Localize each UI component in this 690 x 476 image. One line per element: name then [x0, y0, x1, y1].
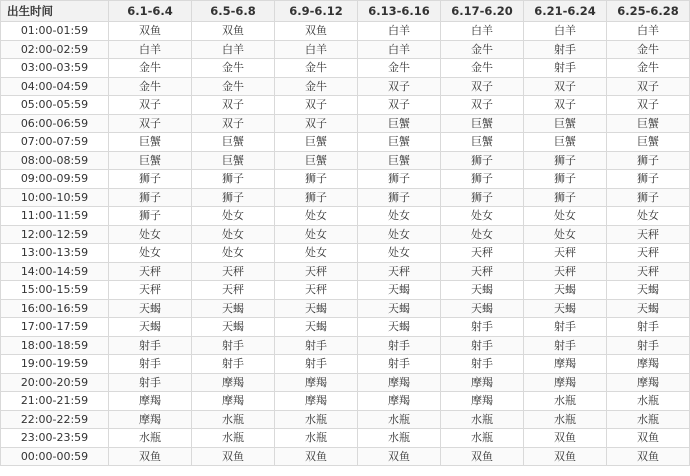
cell-sign: 处女 — [358, 244, 441, 263]
cell-time: 23:00-23:59 — [1, 429, 109, 448]
cell-sign: 双子 — [109, 114, 192, 133]
cell-sign: 天蝎 — [275, 318, 358, 337]
cell-sign: 金牛 — [192, 77, 275, 96]
header-row — [1, 1, 690, 22]
cell-sign: 摩羯 — [524, 373, 607, 392]
cell-sign: 巨蟹 — [358, 114, 441, 133]
cell-sign: 处女 — [275, 225, 358, 244]
table-row — [1, 188, 690, 207]
cell-sign: 双子 — [441, 96, 524, 115]
cell-sign: 金牛 — [275, 77, 358, 96]
cell-sign: 双鱼 — [524, 429, 607, 448]
cell-sign: 天蝎 — [275, 299, 358, 318]
cell-sign: 摩羯 — [524, 355, 607, 374]
cell-time: 16:00-16:59 — [1, 299, 109, 318]
cell-sign: 双鱼 — [607, 447, 690, 466]
cell-sign: 双子 — [607, 77, 690, 96]
cell-sign: 天秤 — [192, 281, 275, 300]
cell-time: 15:00-15:59 — [1, 281, 109, 300]
cell-sign: 水瓶 — [275, 429, 358, 448]
cell-time: 06:00-06:59 — [1, 114, 109, 133]
cell-sign: 双鱼 — [192, 447, 275, 466]
cell-sign: 双鱼 — [192, 22, 275, 41]
cell-time: 12:00-12:59 — [1, 225, 109, 244]
table-row — [1, 77, 690, 96]
cell-sign: 射手 — [109, 355, 192, 374]
cell-sign: 天秤 — [524, 262, 607, 281]
table-row — [1, 373, 690, 392]
table-row — [1, 225, 690, 244]
cell-sign: 巨蟹 — [275, 133, 358, 152]
column-header-range-4: 6.13-6.16 — [358, 1, 441, 22]
cell-sign: 射手 — [524, 318, 607, 337]
cell-sign: 水瓶 — [441, 410, 524, 429]
cell-sign: 双鱼 — [607, 429, 690, 448]
cell-sign: 水瓶 — [607, 410, 690, 429]
table-row — [1, 299, 690, 318]
table-row — [1, 40, 690, 59]
cell-sign: 水瓶 — [524, 410, 607, 429]
cell-sign: 射手 — [275, 355, 358, 374]
cell-sign: 白羊 — [109, 40, 192, 59]
cell-sign: 摩羯 — [192, 373, 275, 392]
cell-sign: 天秤 — [358, 262, 441, 281]
table-row — [1, 114, 690, 133]
cell-sign: 狮子 — [607, 170, 690, 189]
cell-time: 22:00-22:59 — [1, 410, 109, 429]
cell-sign: 水瓶 — [607, 392, 690, 411]
cell-sign: 射手 — [524, 336, 607, 355]
cell-sign: 巨蟹 — [358, 133, 441, 152]
cell-sign: 巨蟹 — [192, 133, 275, 152]
cell-sign: 处女 — [358, 225, 441, 244]
cell-sign: 双子 — [607, 96, 690, 115]
cell-sign: 狮子 — [358, 188, 441, 207]
cell-sign: 天秤 — [607, 262, 690, 281]
cell-sign: 双鱼 — [524, 447, 607, 466]
cell-time: 10:00-10:59 — [1, 188, 109, 207]
cell-sign: 天蝎 — [358, 281, 441, 300]
cell-sign: 天蝎 — [192, 299, 275, 318]
cell-time: 02:00-02:59 — [1, 40, 109, 59]
cell-sign: 天蝎 — [109, 318, 192, 337]
cell-sign: 射手 — [524, 40, 607, 59]
cell-sign: 狮子 — [441, 170, 524, 189]
column-header-range-7: 6.25-6.28 — [607, 1, 690, 22]
cell-sign: 天蝎 — [358, 318, 441, 337]
cell-sign: 双子 — [275, 114, 358, 133]
column-header-range-3: 6.9-6.12 — [275, 1, 358, 22]
cell-sign: 水瓶 — [358, 410, 441, 429]
cell-sign: 摩羯 — [441, 392, 524, 411]
cell-sign: 水瓶 — [524, 392, 607, 411]
cell-sign: 射手 — [524, 59, 607, 78]
cell-time: 08:00-08:59 — [1, 151, 109, 170]
table-row — [1, 262, 690, 281]
cell-sign: 双子 — [192, 96, 275, 115]
cell-sign: 巨蟹 — [109, 133, 192, 152]
table-row — [1, 151, 690, 170]
cell-time: 03:00-03:59 — [1, 59, 109, 78]
cell-sign: 狮子 — [524, 151, 607, 170]
cell-sign: 处女 — [192, 207, 275, 226]
table-row — [1, 318, 690, 337]
cell-sign: 白羊 — [275, 40, 358, 59]
cell-sign: 射手 — [607, 336, 690, 355]
column-header-range-1: 6.1-6.4 — [109, 1, 192, 22]
cell-sign: 白羊 — [524, 22, 607, 41]
cell-sign: 巨蟹 — [607, 133, 690, 152]
cell-sign: 摩羯 — [358, 392, 441, 411]
cell-time: 20:00-20:59 — [1, 373, 109, 392]
cell-sign: 金牛 — [109, 77, 192, 96]
cell-sign: 射手 — [607, 318, 690, 337]
table-row — [1, 355, 690, 374]
cell-sign: 处女 — [275, 207, 358, 226]
cell-sign: 巨蟹 — [524, 114, 607, 133]
cell-sign: 天蝎 — [524, 299, 607, 318]
cell-sign: 射手 — [441, 318, 524, 337]
cell-sign: 水瓶 — [358, 429, 441, 448]
cell-sign: 白羊 — [607, 22, 690, 41]
cell-sign: 射手 — [441, 355, 524, 374]
cell-sign: 狮子 — [275, 170, 358, 189]
cell-sign: 处女 — [109, 225, 192, 244]
cell-sign: 巨蟹 — [192, 151, 275, 170]
table-row — [1, 96, 690, 115]
cell-sign: 天蝎 — [607, 299, 690, 318]
cell-sign: 摩羯 — [607, 355, 690, 374]
cell-sign: 天秤 — [524, 244, 607, 263]
cell-sign: 白羊 — [441, 22, 524, 41]
cell-sign: 水瓶 — [192, 410, 275, 429]
table-header — [1, 1, 690, 22]
cell-sign: 处女 — [192, 225, 275, 244]
table-row — [1, 281, 690, 300]
cell-sign: 金牛 — [441, 40, 524, 59]
cell-sign: 狮子 — [275, 188, 358, 207]
cell-time: 19:00-19:59 — [1, 355, 109, 374]
cell-sign: 射手 — [192, 336, 275, 355]
cell-sign: 射手 — [441, 336, 524, 355]
cell-sign: 天秤 — [441, 244, 524, 263]
cell-sign: 射手 — [275, 336, 358, 355]
cell-sign: 巨蟹 — [524, 133, 607, 152]
table-row — [1, 22, 690, 41]
cell-sign: 双子 — [358, 96, 441, 115]
cell-sign: 射手 — [109, 373, 192, 392]
table-row — [1, 207, 690, 226]
cell-time: 13:00-13:59 — [1, 244, 109, 263]
cell-sign: 狮子 — [607, 188, 690, 207]
cell-sign: 天秤 — [441, 262, 524, 281]
cell-sign: 金牛 — [607, 59, 690, 78]
cell-sign: 狮子 — [441, 151, 524, 170]
cell-time: 21:00-21:59 — [1, 392, 109, 411]
cell-sign: 双鱼 — [275, 447, 358, 466]
cell-sign: 巨蟹 — [275, 151, 358, 170]
column-header-range-5: 6.17-6.20 — [441, 1, 524, 22]
column-header-time: 出生时间 — [1, 1, 109, 22]
cell-sign: 巨蟹 — [607, 114, 690, 133]
cell-sign: 白羊 — [358, 22, 441, 41]
cell-sign: 狮子 — [358, 170, 441, 189]
cell-sign: 射手 — [192, 355, 275, 374]
cell-sign: 摩羯 — [358, 373, 441, 392]
cell-time: 05:00-05:59 — [1, 96, 109, 115]
cell-sign: 天秤 — [109, 281, 192, 300]
cell-sign: 射手 — [109, 336, 192, 355]
cell-sign: 处女 — [109, 244, 192, 263]
cell-sign: 水瓶 — [275, 410, 358, 429]
cell-sign: 狮子 — [524, 188, 607, 207]
table-row — [1, 59, 690, 78]
cell-sign: 狮子 — [109, 170, 192, 189]
cell-sign: 摩羯 — [441, 373, 524, 392]
cell-sign: 天蝎 — [524, 281, 607, 300]
cell-time: 18:00-18:59 — [1, 336, 109, 355]
cell-sign: 水瓶 — [109, 429, 192, 448]
column-header-range-2: 6.5-6.8 — [192, 1, 275, 22]
table-row — [1, 133, 690, 152]
cell-time: 07:00-07:59 — [1, 133, 109, 152]
cell-sign: 天蝎 — [607, 281, 690, 300]
cell-sign: 天秤 — [109, 262, 192, 281]
cell-sign: 处女 — [524, 207, 607, 226]
cell-sign: 双子 — [441, 77, 524, 96]
cell-sign: 天秤 — [275, 262, 358, 281]
cell-sign: 天蝎 — [192, 318, 275, 337]
cell-sign: 狮子 — [109, 188, 192, 207]
cell-sign: 天秤 — [607, 244, 690, 263]
cell-sign: 天蝎 — [441, 281, 524, 300]
cell-sign: 狮子 — [441, 188, 524, 207]
cell-sign: 处女 — [441, 225, 524, 244]
cell-sign: 摩羯 — [607, 373, 690, 392]
cell-sign: 摩羯 — [109, 410, 192, 429]
cell-sign: 巨蟹 — [441, 133, 524, 152]
cell-time: 00:00-00:59 — [1, 447, 109, 466]
cell-sign: 金牛 — [275, 59, 358, 78]
cell-sign: 处女 — [607, 207, 690, 226]
cell-time: 17:00-17:59 — [1, 318, 109, 337]
cell-sign: 狮子 — [607, 151, 690, 170]
cell-sign: 白羊 — [358, 40, 441, 59]
cell-sign: 天秤 — [607, 225, 690, 244]
cell-sign: 狮子 — [192, 170, 275, 189]
cell-sign: 巨蟹 — [441, 114, 524, 133]
cell-sign: 双鱼 — [358, 447, 441, 466]
cell-sign: 天蝎 — [358, 299, 441, 318]
cell-sign: 双鱼 — [275, 22, 358, 41]
cell-sign: 处女 — [358, 207, 441, 226]
cell-sign: 天蝎 — [441, 299, 524, 318]
cell-sign: 巨蟹 — [109, 151, 192, 170]
cell-time: 09:00-09:59 — [1, 170, 109, 189]
cell-sign: 射手 — [358, 336, 441, 355]
cell-sign: 金牛 — [109, 59, 192, 78]
cell-sign: 摩羯 — [109, 392, 192, 411]
cell-sign: 射手 — [358, 355, 441, 374]
table-row — [1, 447, 690, 466]
cell-sign: 天蝎 — [109, 299, 192, 318]
table-row — [1, 244, 690, 263]
cell-sign: 双子 — [109, 96, 192, 115]
cell-sign: 双子 — [358, 77, 441, 96]
cell-sign: 摩羯 — [192, 392, 275, 411]
cell-sign: 处女 — [441, 207, 524, 226]
cell-sign: 处女 — [192, 244, 275, 263]
cell-sign: 水瓶 — [192, 429, 275, 448]
cell-sign: 狮子 — [192, 188, 275, 207]
cell-sign: 金牛 — [192, 59, 275, 78]
cell-sign: 处女 — [524, 225, 607, 244]
cell-time: 14:00-14:59 — [1, 262, 109, 281]
column-header-range-6: 6.21-6.24 — [524, 1, 607, 22]
cell-sign: 双鱼 — [109, 22, 192, 41]
cell-time: 04:00-04:59 — [1, 77, 109, 96]
cell-sign: 巨蟹 — [358, 151, 441, 170]
table-row — [1, 429, 690, 448]
cell-sign: 双子 — [524, 96, 607, 115]
cell-time: 11:00-11:59 — [1, 207, 109, 226]
cell-sign: 天秤 — [275, 281, 358, 300]
cell-sign: 金牛 — [607, 40, 690, 59]
cell-sign: 双子 — [524, 77, 607, 96]
cell-sign: 天秤 — [192, 262, 275, 281]
cell-sign: 双鱼 — [441, 447, 524, 466]
cell-time: 01:00-01:59 — [1, 22, 109, 41]
cell-sign: 摩羯 — [275, 392, 358, 411]
cell-sign: 处女 — [275, 244, 358, 263]
table-body — [1, 22, 690, 466]
table-row — [1, 336, 690, 355]
cell-sign: 狮子 — [524, 170, 607, 189]
cell-sign: 金牛 — [441, 59, 524, 78]
cell-sign: 白羊 — [192, 40, 275, 59]
table-row — [1, 170, 690, 189]
cell-sign: 摩羯 — [275, 373, 358, 392]
table-row — [1, 410, 690, 429]
cell-sign: 双子 — [275, 96, 358, 115]
cell-sign: 双鱼 — [109, 447, 192, 466]
table-row — [1, 392, 690, 411]
cell-sign: 狮子 — [109, 207, 192, 226]
cell-sign: 金牛 — [358, 59, 441, 78]
cell-sign: 双子 — [192, 114, 275, 133]
cell-sign: 水瓶 — [441, 429, 524, 448]
